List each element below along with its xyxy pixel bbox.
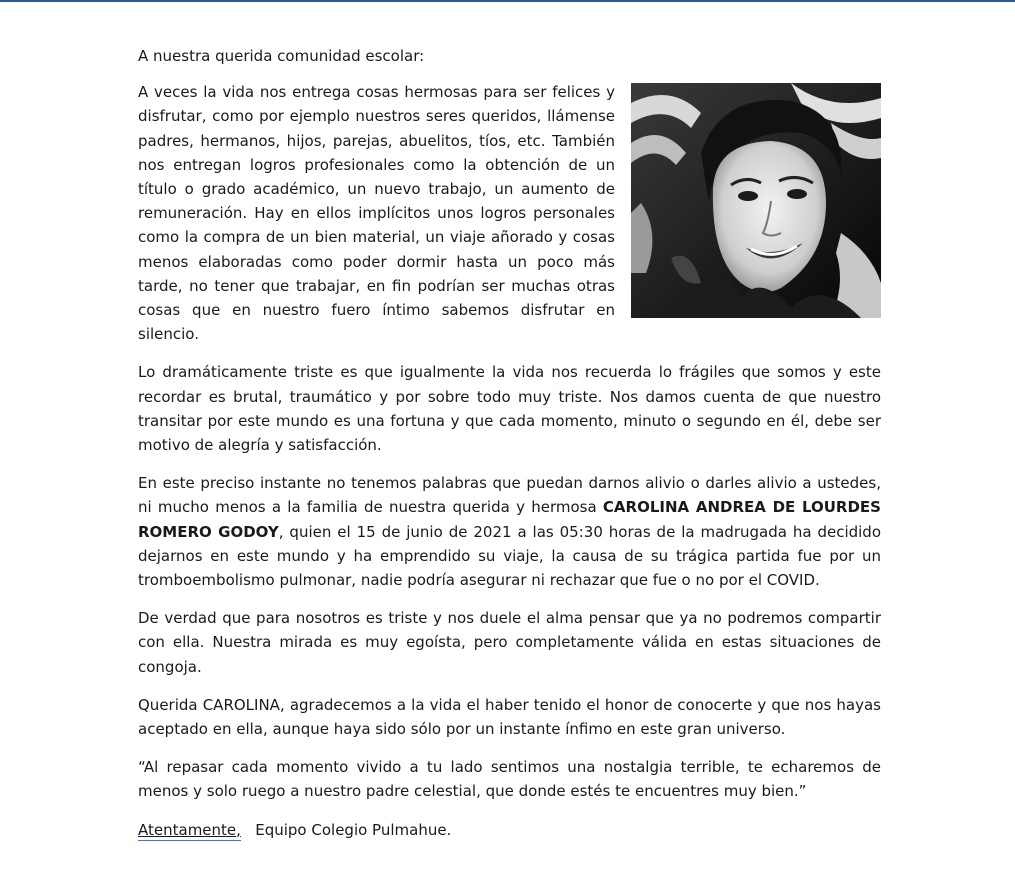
- letter-salutation: A nuestra querida comunidad escolar:: [138, 47, 425, 65]
- top-border-rule: [0, 0, 1015, 2]
- letter-paragraph-5: Querida CAROLINA, agradecemos a la vida el haber tenido el honor de conocerte y que nos hayas aceptado en ella, aunque haya sido sólo por un instante ínfimo en este gran universo.: [138, 695, 881, 739]
- letter-paragraph-2: Lo dramáticamente triste es que igualmente la vida nos recuerda lo frágiles que somos y este recordar es brutal, traumático y por sobre todo muy triste. Nos damos cuenta de que nuestro transitar por este mundo es una fortuna y que cada momento, minuto o segundo en él, debe ser motivo de alegría y satisfacción.: [138, 363, 881, 455]
- paragraph-3-rest: , quien el 15 de junio de 2021 a las 05:30 horas de la madrugada ha decidido dejarnos en este mundo y ha emprendido su viaje, la causa de su trágica partida fue por un tromboembolismo pulmonar, nadie podría asegurar ni rechazar que fue o no por el COVID.: [138, 522, 881, 590]
- letter-quote: “Al repasar cada momento vivido a tu lado sentimos una nostalgia terrible, te echaremos de menos y solo ruego a nuestro padre celestial, que donde estés te encuentres muy bien.”: [138, 758, 881, 801]
- letter-signature-line: [138, 818, 881, 842]
- portrait-photo: [631, 83, 881, 318]
- closing-text: Atentamente,: [138, 820, 241, 839]
- document-page: [138, 44, 881, 856]
- letter-paragraph-1: A veces la vida nos entrega cosas hermosas para ser felices y disfrutar, como por ejemplo nuestros seres queridos, llámense padres, hermanos, hijos, parejas, abuelitos, tíos, etc. También nos entregan logros profesionales como la obtención de un título o grado académico, un nuevo trabajo, un aumento de remuneración. Hay en ellos implícitos unos logros personales como la compra de un bien material, un viaje añorado y cosas menos elaboradas como poder dormir hasta un poco más tarde, no tener que trabajar, en fin podrían ser muchas otras cosas que en nuestro fuero íntimo sabemos disfrutar en silencio.: [138, 83, 615, 344]
- paragraph-3-intro: En este preciso instante no tenemos palabras que puedan darnos alivio o darles alivio a ustedes, ni mucho menos a la familia de nuestra querida y hermosa: [138, 474, 881, 517]
- signature-text: Equipo Colegio Pulmahue.: [255, 820, 452, 839]
- deceased-name: CAROLINA ANDREA DE LOURDES ROMERO GODOY: [138, 498, 881, 541]
- letter-paragraph-4: De verdad que para nosotros es triste y nos duele el alma pensar que ya no podremos compartir con ella. Nuestra mirada es muy egoísta, pero completamente válida en estas situaciones de congoja.: [138, 609, 881, 676]
- letter-paragraph-3: [138, 471, 881, 592]
